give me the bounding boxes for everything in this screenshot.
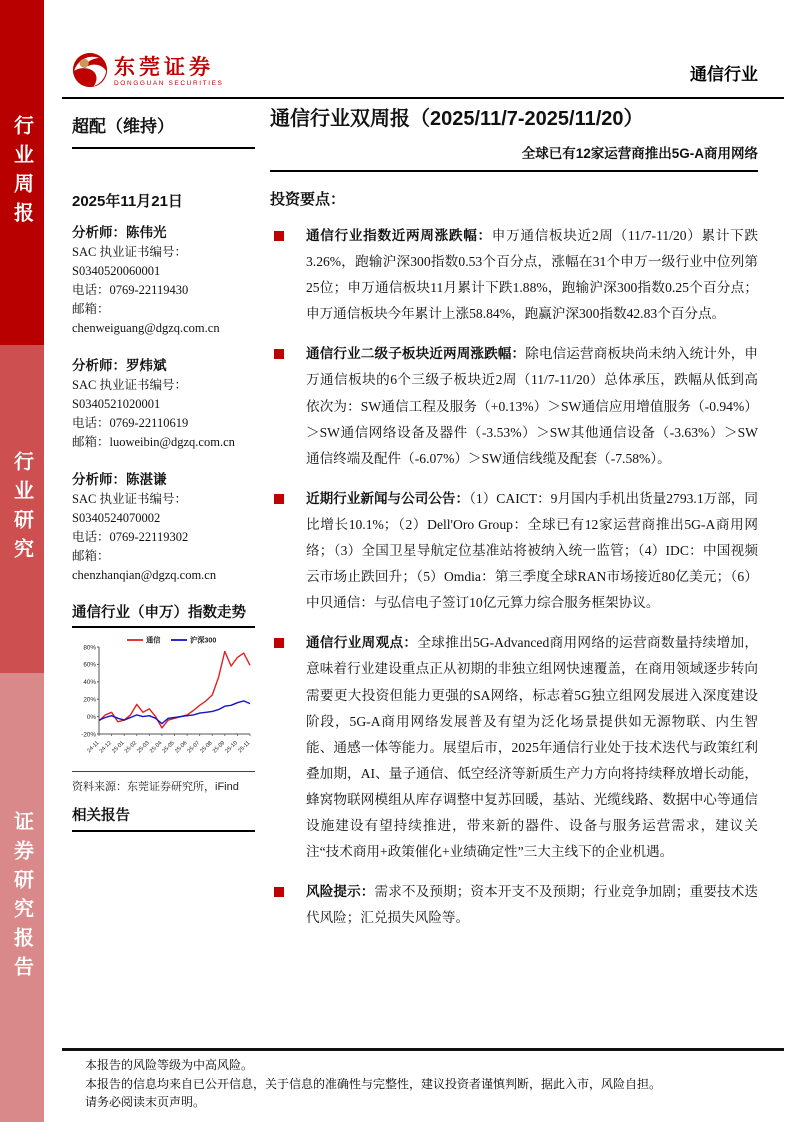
chart-title: 通信行业（申万）指数走势 xyxy=(72,601,255,628)
header xyxy=(72,50,758,94)
analyst-detail: SAC 执业证书编号： xyxy=(72,245,187,259)
bullet-text: 除电信运营商板块尚未纳入统计外，申万通信板块的6个三级子板块近2周（11/7-11/20）总体承压，跌幅从低到高依次为：SW通信工程及服务（+0.13%）＞SW通信应用增值服务（-0.94%）＞SW通信网络设备及器件（-3.53%）＞SW其他通信设备（-3.63%）＞SW通信终端及配件（-6.07%）＞SW通信线缆及配套（-7.58%）。 xyxy=(306,346,758,466)
bullet-lead: 通信行业指数近两周涨跌幅： xyxy=(306,228,492,243)
analyst-name: 分析师：陈湛谦 xyxy=(72,472,167,487)
svg-text:25-10: 25-10 xyxy=(224,740,239,755)
analyst-name: 分析师：罗炜斌 xyxy=(72,358,167,373)
bullet-industry-news xyxy=(270,486,758,616)
banner-section-securities-report xyxy=(0,673,44,1122)
banner-section-industry-weekly xyxy=(0,0,44,345)
banner-label: 行业周报 xyxy=(10,114,33,231)
svg-text:25-07: 25-07 xyxy=(186,740,202,755)
bullet-risk-warning xyxy=(270,879,758,931)
bullet-text: （1）CAICT：9月国内手机出货量2793.1万部，同比增长10.1%；（2）Dell'Oro Group：全球已有12家运营商推出5G-A商用网络；（3）全国卫星导航定位基准站将被纳入统一监管；（4）IDC：中国视频云市场止跌回升；（5）Omdia：第三季度全球RAN市场接近80亿美元；（6）中贝通信：与弘信电子签订10亿元算力综合服务框架协议。 xyxy=(306,490,758,611)
bullet-text: 全球推出5G-Advanced商用网络的运营商数量持续增加，意味着行业建设重点正从初期的非独立组网快速覆盖，在商用领域逐步转向需要更大投资但能力更强的SA网络，标志着5G独立组网发展进入深度建设阶段，5G-A商用网络发展普及有望为泛化场景提供如无源物联、内生智能、通感一体等能力。展望后市，2025年通信行业处于技术迭代与政策红利叠加期，AI、量子通信、低空经济等新质生产力方向将持续释放增长动能，蜂窝物联网模组从库存调整中复苏回暖，基站、光缆线路、数据中心等通信设施建设有望持续推进，带来新的器件、设备与服务运营需求，建议关注“技术商用+政策催化+业绩确定性”三大主线下的企业机遇。 xyxy=(306,635,759,860)
bullet-text: 需求不及预期；资本开支不及预期；行业竞争加剧；重要技术迭代风险；汇兑损失风险等。 xyxy=(306,884,759,926)
analyst-phone: 电话：0769-22119302 xyxy=(72,530,189,544)
bullet-square-icon xyxy=(274,349,284,359)
bullet-subsector-performance xyxy=(270,341,758,471)
company-logo xyxy=(72,52,224,93)
analyst-phone: 电话：0769-22110619 xyxy=(72,416,189,430)
rating-label: 超配（维持） xyxy=(72,117,174,136)
related-reports-title: 相关报告 xyxy=(72,804,255,832)
rating-underline xyxy=(72,137,255,149)
analyst-email-label: 邮箱： xyxy=(72,302,110,316)
chart-source: 资料来源：东莞证券研究所，iFind xyxy=(72,781,239,793)
analyst-detail: SAC 执业证书编号： xyxy=(72,492,187,506)
svg-text:0%: 0% xyxy=(86,713,96,721)
bullet-square-icon xyxy=(274,887,284,897)
analyst-email: 邮箱：luoweibin@dgzq.com.cn xyxy=(72,435,235,449)
svg-text:24-12: 24-12 xyxy=(98,740,113,755)
analyst-block xyxy=(72,468,255,585)
analyst-name: 分析师：陈伟光 xyxy=(72,225,167,240)
svg-text:25-09: 25-09 xyxy=(211,740,227,755)
svg-text:25-04: 25-04 xyxy=(148,740,164,755)
industry-tag: 通信行业 xyxy=(690,64,758,84)
svg-text:25-05: 25-05 xyxy=(161,740,176,755)
svg-text:25-06: 25-06 xyxy=(174,740,189,755)
analyst-email-label: 邮箱： xyxy=(72,549,110,563)
svg-text:40%: 40% xyxy=(83,679,96,687)
analyst-sac-number: S0340520060001 xyxy=(72,264,161,278)
footer-disclaimer xyxy=(85,1056,775,1112)
bullet-lead: 近期行业新闻与公司公告： xyxy=(306,490,470,506)
svg-text:24-11: 24-11 xyxy=(86,740,101,755)
svg-text:25-01: 25-01 xyxy=(111,740,126,755)
svg-text:20%: 20% xyxy=(83,696,96,704)
svg-text:25-03: 25-03 xyxy=(136,740,151,755)
svg-text:25-02: 25-02 xyxy=(123,740,139,755)
bullet-lead: 通信行业二级子板块近两周涨跌幅： xyxy=(306,346,526,362)
analyst-email: chenzhanqian@dgzq.com.cn xyxy=(72,568,217,582)
bullet-square-icon xyxy=(274,638,284,648)
footer-divider xyxy=(62,1048,784,1051)
analyst-email: chenweiguang@dgzq.com.cn xyxy=(72,321,220,335)
svg-text:通信: 通信 xyxy=(146,635,161,645)
banner-label: 证券研究报告 xyxy=(10,810,33,985)
svg-text:60%: 60% xyxy=(83,661,96,669)
svg-text:-20%: -20% xyxy=(81,731,96,739)
analyst-sac-number: S0340521020001 xyxy=(72,397,161,411)
bullet-weekly-view xyxy=(270,630,758,865)
banner-section-industry-research xyxy=(0,345,44,673)
report-subtitle: 全球已有12家运营商推出5G-A商用网络 xyxy=(521,146,758,161)
svg-text:沪深300: 沪深300 xyxy=(190,635,217,645)
footer-line: 本报告的风险等级为中高风险。 xyxy=(85,1058,254,1072)
analyst-detail: SAC 执业证书编号： xyxy=(72,378,187,392)
analyst-sac-number: S0340524070002 xyxy=(72,511,161,525)
analyst-block xyxy=(72,354,255,452)
bullet-text: 申万通信板块近2周（11/7-11/20）累计下跌3.26%，跑输沪深300指数0.53个百分点，涨幅在31个申万一级行业中位列第25位；申万通信板块11月累计下跌1.88%，跑输沪深300指数0.25个百分点；申万通信板块今年累计上涨58.84%，跑赢沪深300指数42.83个百分点。 xyxy=(306,228,758,322)
footer-line: 本报告的信息均来自已公开信息，关于信息的准确性与完整性，建议投资者谨慎判断，据此入市，风险自担。 xyxy=(85,1076,662,1091)
main-column xyxy=(270,176,758,931)
svg-text:25-08: 25-08 xyxy=(199,740,214,755)
company-name-en: DONGGUAN SECURITIES xyxy=(114,79,224,87)
banner-label: 行业研究 xyxy=(10,451,33,567)
bullet-lead: 风险提示： xyxy=(306,884,375,900)
company-name-cn: 东莞证券 xyxy=(114,54,214,79)
bullet-lead: 通信行业周观点： xyxy=(306,635,418,651)
key-points-title: 投资要点： xyxy=(270,192,346,208)
footer-line: 请务必阅读末页声明。 xyxy=(85,1095,206,1110)
bullet-index-performance xyxy=(270,223,758,327)
report-date: 2025年11月21日 xyxy=(72,193,183,210)
logo-swirl-icon xyxy=(72,52,108,93)
svg-text:25-11: 25-11 xyxy=(237,740,252,755)
index-trend-chart xyxy=(72,628,255,772)
analyst-block xyxy=(72,221,255,338)
title-underline xyxy=(270,162,758,172)
vertical-banner xyxy=(0,0,44,1122)
svg-text:80%: 80% xyxy=(83,644,96,652)
analyst-phone: 电话：0769-22119430 xyxy=(72,283,189,297)
report-title: 通信行业双周报（2025/11/7-2025/11/20） xyxy=(270,108,644,130)
left-column xyxy=(72,176,255,931)
bullet-square-icon xyxy=(274,494,284,504)
bullet-square-icon xyxy=(274,231,284,241)
